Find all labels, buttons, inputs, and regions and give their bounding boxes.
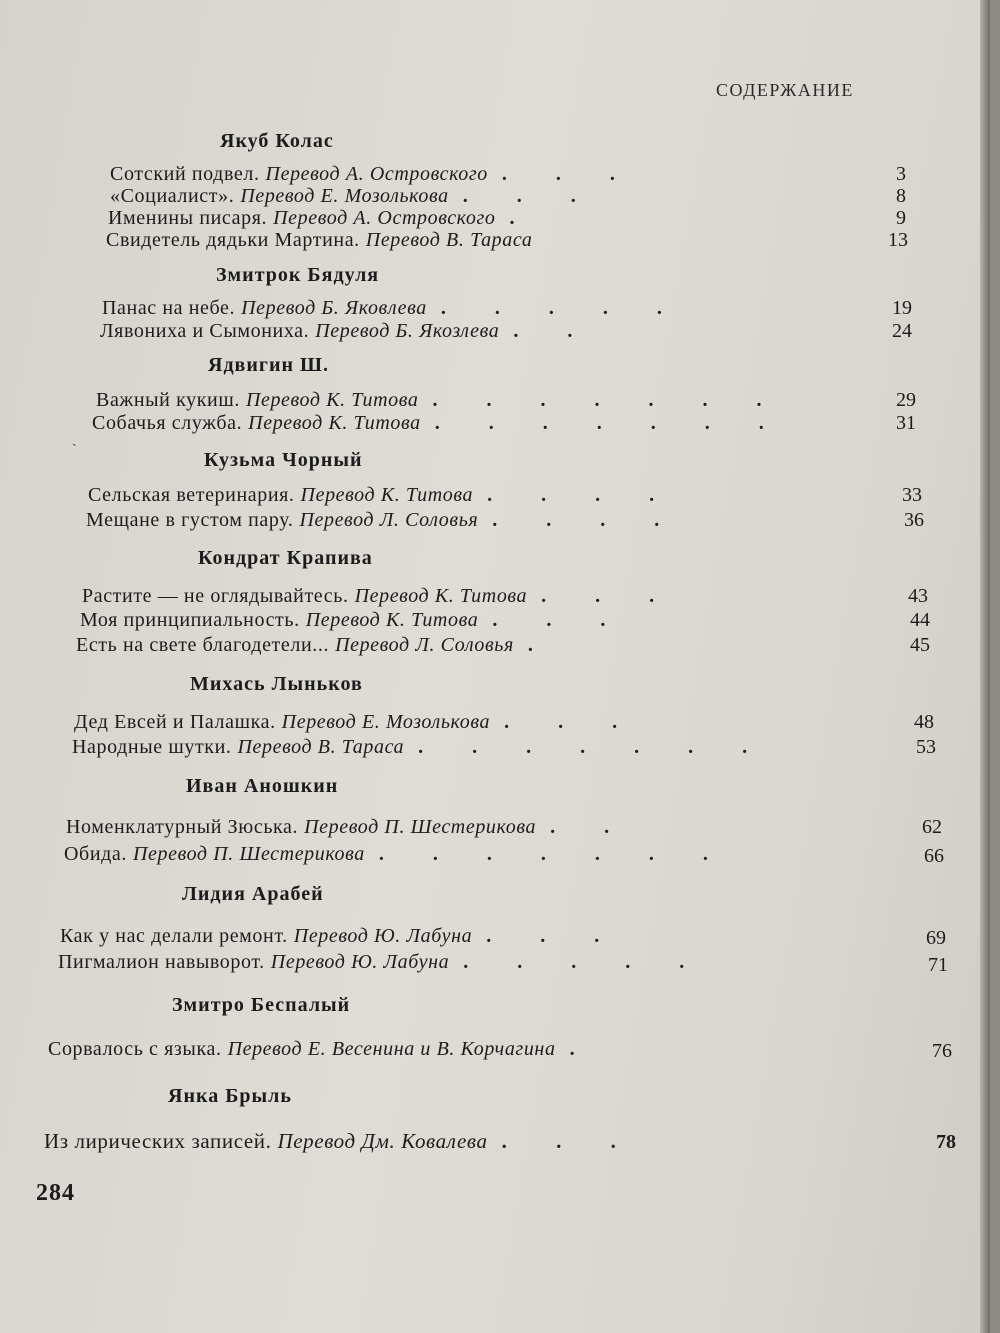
author-heading: Ядвигин Ш. xyxy=(208,354,329,376)
leader-dots: . . . xyxy=(501,163,637,185)
entry-translator: Перевод Е. Весенина и В. Корчагина xyxy=(227,1038,556,1060)
toc-entry xyxy=(102,297,684,320)
leader-dots: . xyxy=(509,207,537,229)
entry-page-number: 69 xyxy=(926,927,946,949)
entry-translator: Перевод П. Шестерикова xyxy=(132,843,365,865)
entry-page-number: 66 xyxy=(924,845,944,867)
leader-dots: . . xyxy=(550,816,632,838)
entry-title: Сорвалось с языка. xyxy=(48,1038,222,1060)
leader-dots: . . . . xyxy=(487,484,677,506)
entry-page-number: 78 xyxy=(936,1131,956,1153)
entry-page-number: 43 xyxy=(908,585,928,607)
entry-page-number: 31 xyxy=(896,412,916,434)
entry-page-number: 45 xyxy=(910,634,930,656)
author-heading: Змитро Беспалый xyxy=(172,994,351,1016)
entry-title: Растите — не оглядывайтесь. xyxy=(82,585,349,607)
entry-title: Есть на свете благодетели... xyxy=(76,634,330,656)
toc-entry xyxy=(100,320,594,343)
toc-entry xyxy=(88,484,676,507)
toc-entry xyxy=(80,609,627,632)
author-heading: Кузьма Чорный xyxy=(204,449,363,471)
leader-dots: . . . . . . . xyxy=(418,736,770,758)
entry-page-number: 13 xyxy=(888,229,908,251)
leader-dots: . . xyxy=(513,320,595,342)
entry-page-number: 71 xyxy=(928,954,948,976)
toc-entry xyxy=(110,185,598,208)
author-heading: Якуб Колас xyxy=(220,130,334,152)
toc-entry xyxy=(96,389,784,412)
entry-translator: Перевод В. Тараса xyxy=(365,229,533,251)
entry-title: Собачья служба. xyxy=(92,412,243,434)
leader-dots: . . . xyxy=(486,925,622,947)
entry-page-number: 3 xyxy=(896,163,906,185)
entry-translator: Перевод В. Тараса xyxy=(237,736,405,758)
entry-title: Моя принципиальность. xyxy=(80,609,300,631)
entry-page-number: 62 xyxy=(922,816,942,838)
author-heading: Иван Аношкин xyxy=(186,775,339,797)
entry-page-number: 9 xyxy=(896,207,906,229)
entry-title: Мещане в густом пару. xyxy=(86,509,294,531)
entry-translator: Перевод К. Титова xyxy=(245,389,419,411)
entry-title: Важный кукиш. xyxy=(96,389,240,411)
entry-translator: Перевод К. Титова xyxy=(354,585,528,607)
entry-translator: Перевод К. Титова xyxy=(305,609,479,631)
leader-dots: . . . xyxy=(462,185,598,207)
toc-entry xyxy=(60,925,621,948)
entry-page-number: 19 xyxy=(892,297,912,319)
toc-entry xyxy=(58,951,706,974)
entry-translator: Перевод Б. Якозлева xyxy=(315,320,500,342)
leader-dots: . xyxy=(527,634,555,656)
toc-entry xyxy=(82,585,676,608)
entry-page-number: 33 xyxy=(902,484,922,506)
author-heading: Янка Брыль xyxy=(168,1085,292,1107)
toc-entry xyxy=(108,207,536,230)
toc-entry xyxy=(66,816,631,839)
running-head: СОДЕРЖАНИЕ xyxy=(716,80,854,100)
entry-page-number: 53 xyxy=(916,736,936,758)
leader-dots: . . . . . . . xyxy=(378,843,730,865)
entry-translator: Перевод Ю. Лабуна xyxy=(270,951,450,973)
page-edge xyxy=(980,0,990,1333)
entry-title: Номенклатурный Зюська. xyxy=(66,816,299,838)
entry-translator: Перевод Л. Соловья xyxy=(299,509,479,531)
entry-page-number: 24 xyxy=(892,320,912,342)
leader-dots: . xyxy=(569,1038,597,1060)
entry-title: Панас на небе. xyxy=(102,297,236,319)
entry-translator: Перевод А. Островского xyxy=(265,163,488,185)
toc-entry xyxy=(44,1129,638,1154)
toc-entry xyxy=(92,412,786,435)
toc-entry xyxy=(86,509,681,532)
entry-translator: Перевод К. Титова xyxy=(248,412,421,434)
toc-entry xyxy=(48,1038,597,1061)
entry-translator: Перевод Е. Мозолькова xyxy=(281,711,491,733)
page-folio-number: 284 xyxy=(36,1180,75,1206)
toc-entry xyxy=(106,229,546,252)
entry-title: Именины писаря. xyxy=(108,207,268,229)
entry-title: Лявониха и Сымониха. xyxy=(100,320,310,342)
leader-dots: . . . . . . . xyxy=(434,412,786,434)
leader-dots: . . . . . xyxy=(440,297,684,319)
entry-title: «Социалист». xyxy=(110,185,235,207)
entry-title: Сельская ветеринария. xyxy=(88,484,295,506)
entry-page-number: 44 xyxy=(910,609,930,631)
leader-dots: . . . . xyxy=(492,509,682,531)
entry-translator: Перевод Л. Соловья xyxy=(335,634,514,656)
entry-page-number: 29 xyxy=(896,389,916,411)
leader-dots: . . . xyxy=(492,609,628,631)
toc-entry xyxy=(110,163,637,186)
toc-entry xyxy=(64,843,730,866)
leader-dots: . . . xyxy=(541,585,677,607)
leader-dots: . . . xyxy=(501,1129,638,1153)
entry-page-number: 36 xyxy=(904,509,924,531)
entry-title: Народные шутки. xyxy=(72,736,232,758)
author-heading: Михась Лыньков xyxy=(190,673,363,695)
entry-title: Из лирических записей. xyxy=(44,1129,272,1153)
entry-title: Пигмалион навыворот. xyxy=(58,951,265,973)
toc-entry xyxy=(76,634,555,657)
entry-title: Свидетель дядьки Мартина. xyxy=(106,229,360,251)
entry-translator: Перевод Б. Яковлева xyxy=(241,297,427,319)
entry-title: Как у нас делали ремонт. xyxy=(60,925,288,947)
toc-entry xyxy=(72,736,769,759)
author-heading: Лидия Арабей xyxy=(182,883,324,905)
author-heading: Кондрат Крапива xyxy=(198,547,373,569)
entry-translator: Перевод Ю. Лабуна xyxy=(293,925,473,947)
leader-dots: . . . . . xyxy=(463,951,707,973)
entry-title: Дед Евсей и Палашка. xyxy=(74,711,276,733)
ink-mark: ˏ xyxy=(72,432,77,447)
entry-title: Обида. xyxy=(64,843,127,865)
entry-title: Сотский подвел. xyxy=(110,163,260,185)
entry-page-number: 76 xyxy=(932,1040,952,1062)
entry-translator: Перевод А. Островского xyxy=(273,207,496,229)
entry-translator: Перевод К. Титова xyxy=(300,484,474,506)
entry-translator: Перевод Е. Мозолькова xyxy=(240,185,449,207)
entry-translator: Перевод П. Шестерикова xyxy=(304,816,537,838)
entry-page-number: 48 xyxy=(914,711,934,733)
leader-dots: . . . . . . . xyxy=(432,389,784,411)
entry-page-number: 8 xyxy=(896,185,906,207)
author-heading: Змитрок Бядуля xyxy=(216,264,380,286)
leader-dots: . . . xyxy=(504,711,640,733)
toc-entry xyxy=(74,711,639,734)
entry-translator: Перевод Дм. Ковалева xyxy=(277,1129,488,1153)
